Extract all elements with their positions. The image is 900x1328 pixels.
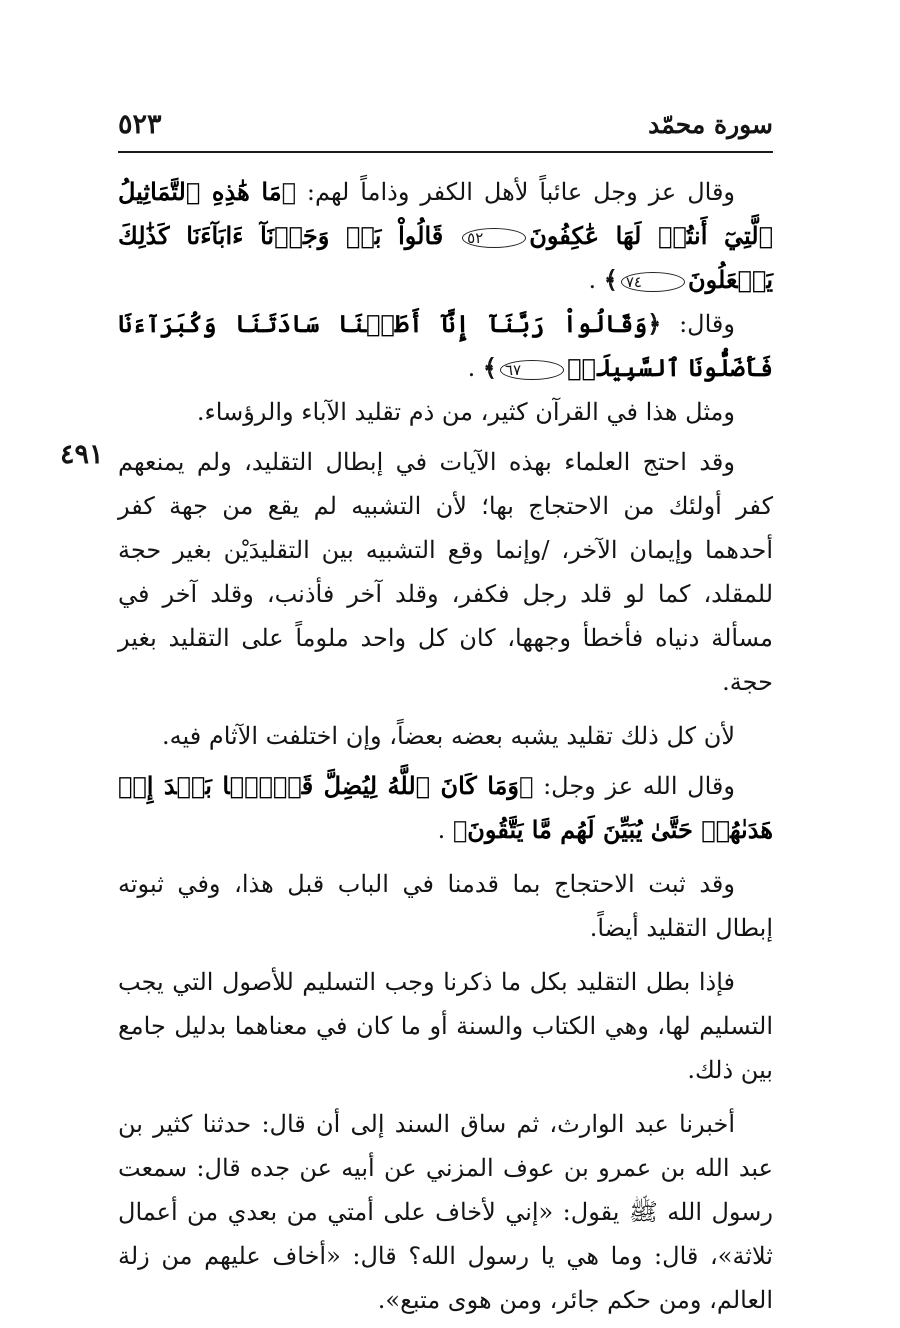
paragraph: وقد احتج العلماء بهذه الآيات في إبطال التقليد، ولم يمنعهم كفر أولئك من الاحتجاج بها؛ لأن التشبيه لم يقع من جهة كفر أحدهما وإيمان الآخر، /وإنما وقع التشبيه بين التقليدَيْن بغير حجة للمقلد، كما لو قلد رجل فكفر، وقلد آخر فأذنب، وقلد آخر في مسألة دنياه فأخطأ وجهها، كان كل واحد ملوماً على التقليد بغير حجة. bbox=[118, 448, 773, 696]
ayah-number: ٥٢ bbox=[462, 228, 526, 248]
verse-open-bracket: ﴿ bbox=[281, 177, 296, 206]
paragraph: لأن كل ذلك تقليد يشبه بعضه بعضاً، وإن اختلفت الآثام فيه. bbox=[162, 722, 735, 750]
quran-verse: وَقَالُواْ رَبَّنَآ إِنَّآ أَطَعۡنَا سَادَتَنَا وَكُبَرَآءَنَا فَأَضَلُّونَا ٱلسَّبِيلَا۠ bbox=[118, 309, 773, 382]
surah-title: سورة محمّد bbox=[648, 110, 773, 139]
quran-verse: مَا هَٰذِهِ ٱلتَّمَاثِيلُ ٱلَّتِيٓ أَنتُمۡ لَهَا عَٰكِفُونَ bbox=[118, 177, 773, 250]
ayah-number: ٧٤ bbox=[621, 272, 685, 292]
paragraph: فإذا بطل التقليد بكل ما ذكرنا وجب التسليم للأصول التي يجب التسليم لها، وهي الكتاب والسنة أو ما كان في معناهما بدليل جامع بين ذلك. bbox=[118, 968, 773, 1084]
paragraph-text: وقال الله عز وجل: bbox=[533, 772, 735, 800]
paragraph-text: . bbox=[588, 266, 604, 294]
quran-verse: وَمَا كَانَ ٱللَّهُ لِيُضِلَّ قَوۡمَۢا بَعۡدَ إِذۡ هَدَىٰهُمۡ حَتَّىٰ يُبَيِّنَ لَهُم مَّا يَتَّقُونَ bbox=[118, 771, 773, 844]
header-rule bbox=[118, 151, 773, 153]
verse-close-bracket: ﴾ bbox=[482, 353, 497, 382]
paragraph-quote-leaders bbox=[118, 302, 773, 390]
verse-open-bracket: ﴿ bbox=[647, 309, 662, 338]
verse-close-bracket: ﴾ bbox=[452, 815, 468, 844]
margin-page-reference: ٤٩١ bbox=[60, 439, 104, 470]
paragraph-text: . bbox=[467, 354, 483, 382]
verse-close-bracket: ﴾ bbox=[603, 265, 618, 294]
paragraph-quote-idols bbox=[118, 170, 773, 302]
verse-open-bracket: ﴿ bbox=[519, 771, 534, 800]
paragraph: ومثل هذا في القرآن كثير، من ذم تقليد الآباء والرؤساء. bbox=[196, 398, 735, 426]
paragraph-hadith: أخبرنا عبد الوارث، ثم ساق السند إلى أن قال: حدثنا كثير بن عبد الله بن عمرو بن عوف المزني عن أبيه عن جده قال: سمعت رسول الله ﷺ يقول: «إني لأخاف على أمتي من بعدي من أعمال ثلاثة»، قال: وما هي يا رسول الله؟ قال: «أخاف عليهم من زلة العالم، ومن حكم جائر، ومن هوى متبع». bbox=[118, 1110, 773, 1314]
paragraph-text: . bbox=[437, 816, 453, 844]
paragraph-text: وقال عز وجل عائباً لأهل الكفر وذاماً لهم: bbox=[295, 178, 736, 206]
paragraph: وقد ثبت الاحتجاج بما قدمنا في الباب قبل هذا، وفي ثبوته إبطال التقليد أيضاً. bbox=[118, 870, 773, 942]
page-body bbox=[118, 170, 773, 1328]
paragraph-text: وقال: bbox=[661, 310, 735, 338]
page-header bbox=[118, 104, 773, 148]
ayah-number: ٦٧ bbox=[500, 360, 564, 380]
page-number: ٥٢٣ bbox=[118, 109, 162, 140]
quran-verse: قَالُواْ بَلۡ وَجَدۡنَآ ءَابَآءَنَا كَذَٰلِكَ يَفۡعَلُونَ bbox=[118, 221, 773, 294]
paragraph-quote-guidance bbox=[118, 764, 773, 852]
